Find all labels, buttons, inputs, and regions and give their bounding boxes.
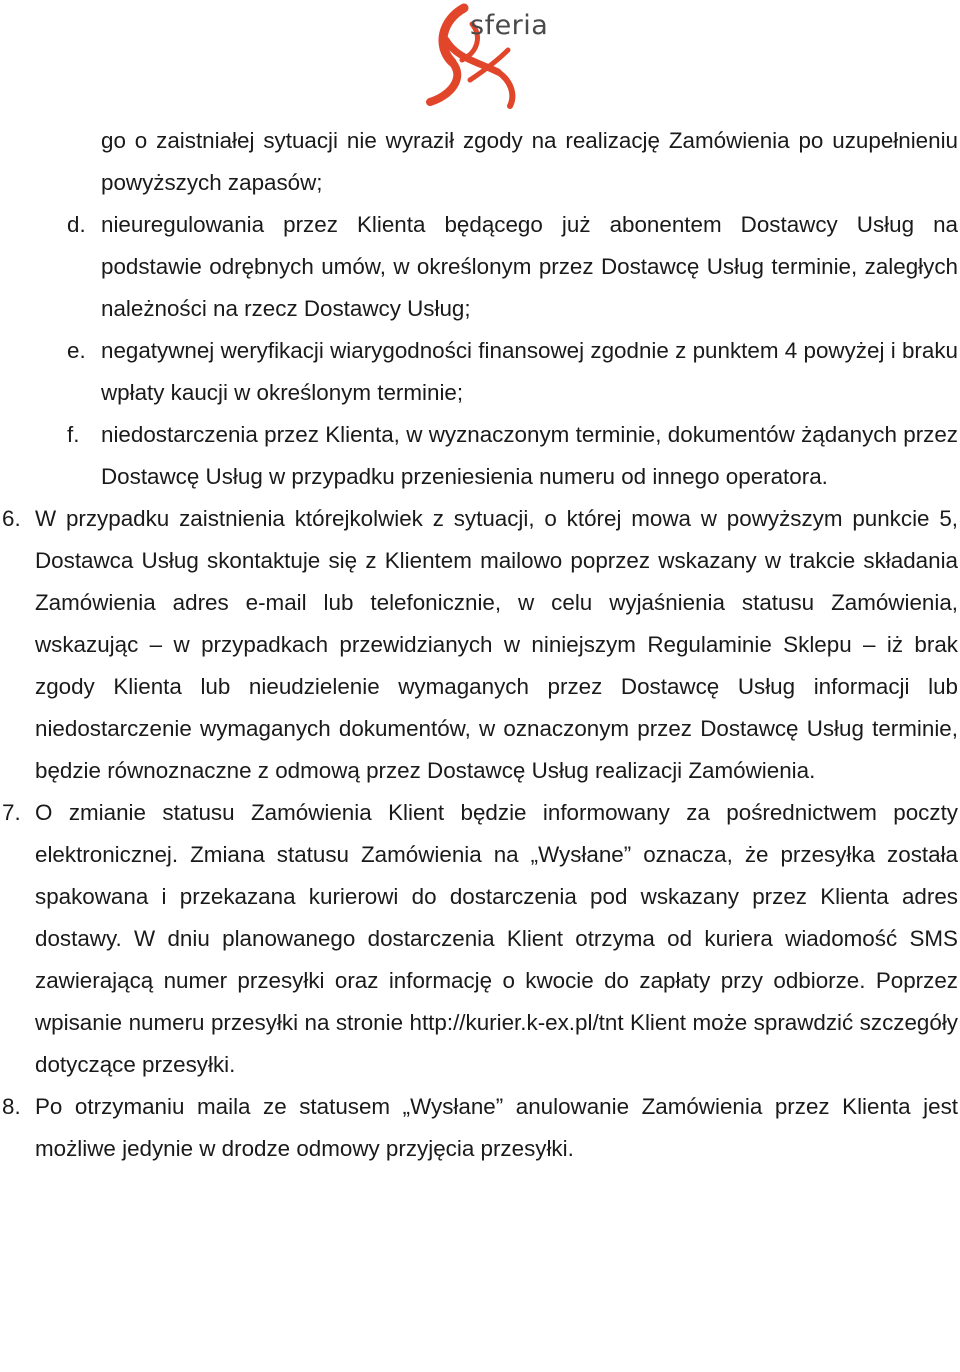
paragraph-8	[0, 1086, 960, 1170]
paragraph-7	[0, 792, 960, 1086]
list-item-text: nieuregulowania przez Klienta będącego już abonentem Dostawcy Usług na podstawie odrębnych umów, w określonym przez Dostawcę Usług terminie, zaległych należności na rzecz Dostawcy Usług;	[101, 212, 958, 321]
list-marker: f.	[67, 422, 80, 447]
paragraph-text: O zmianie statusu Zamówienia Klient będzie informowany za pośrednictwem poczty elektronicznej. Zmiana statusu Zamówienia na „Wysłane” oznacza, że przesyłka została spakowana i przekazana kurierowi do dostarczenia pod wskazany przez Klienta adres dostawy. W dniu planowanego dostarczenia Klient otrzyma od kuriera wiadomość SMS zawierającą numer przesyłki oraz informację o kwocie do zapłaty przy odbiorze. Poprzez wpisanie numeru przesyłki na stronie http://kurier.k-ex.pl/tnt Klient może sprawdzić szczegóły dotyczące przesyłki.	[35, 800, 958, 1077]
list-item-f	[0, 414, 960, 498]
list-marker: e.	[67, 338, 86, 363]
paragraph-number: 7.	[2, 800, 21, 825]
continuation-text: go o zaistniałej sytuacji nie wyraził zgody na realizację Zamówienia po uzupełnieniu powyższych zapasów;	[101, 128, 958, 195]
logo-text: sferia	[470, 10, 549, 41]
list-item-text: niedostarczenia przez Klienta, w wyznaczonym terminie, dokumentów żądanych przez Dostawcę Usług w przypadku przeniesienia numeru od innego operatora.	[101, 422, 958, 489]
paragraph-number: 6.	[2, 506, 21, 531]
list-item-e	[0, 330, 960, 414]
list-marker: d.	[67, 212, 86, 237]
paragraph-text: Po otrzymaniu maila ze statusem „Wysłane” anulowanie Zamówienia przez Klienta jest możliwe jedynie w drodze odmowy przyjęcia przesyłki.	[35, 1094, 958, 1161]
paragraph-6	[0, 498, 960, 792]
list-item-text: negatywnej weryfikacji wiarygodności finansowej zgodnie z punktem 4 powyżej i braku wpłaty kaucji w określonym terminie;	[101, 338, 958, 405]
document-body	[0, 120, 960, 1170]
paragraph-number: 8.	[2, 1094, 21, 1119]
list-item-d	[0, 204, 960, 330]
paragraph-text: W przypadku zaistnienia którejkolwiek z sytuacji, o której mowa w powyższym punkcie 5, Dostawca Usług skontaktuje się z Klientem mailowo poprzez wskazany w trakcie składania Zamówienia adres e-mail lub telefonicznie, w celu wyjaśnienia statusu Zamówienia, wskazując – w przypadkach przewidzianych w niniejszym Regulaminie Sklepu – iż brak zgody Klienta lub nieudzielenie wymaganych przez Dostawcę Usług informacji lub niedostarczenie wymaganych dokumentów, w oznaczonym przez Dostawcę Usług terminie, będzie równoznaczne z odmową przez Dostawcę Usług realizacji Zamówienia.	[35, 506, 958, 783]
